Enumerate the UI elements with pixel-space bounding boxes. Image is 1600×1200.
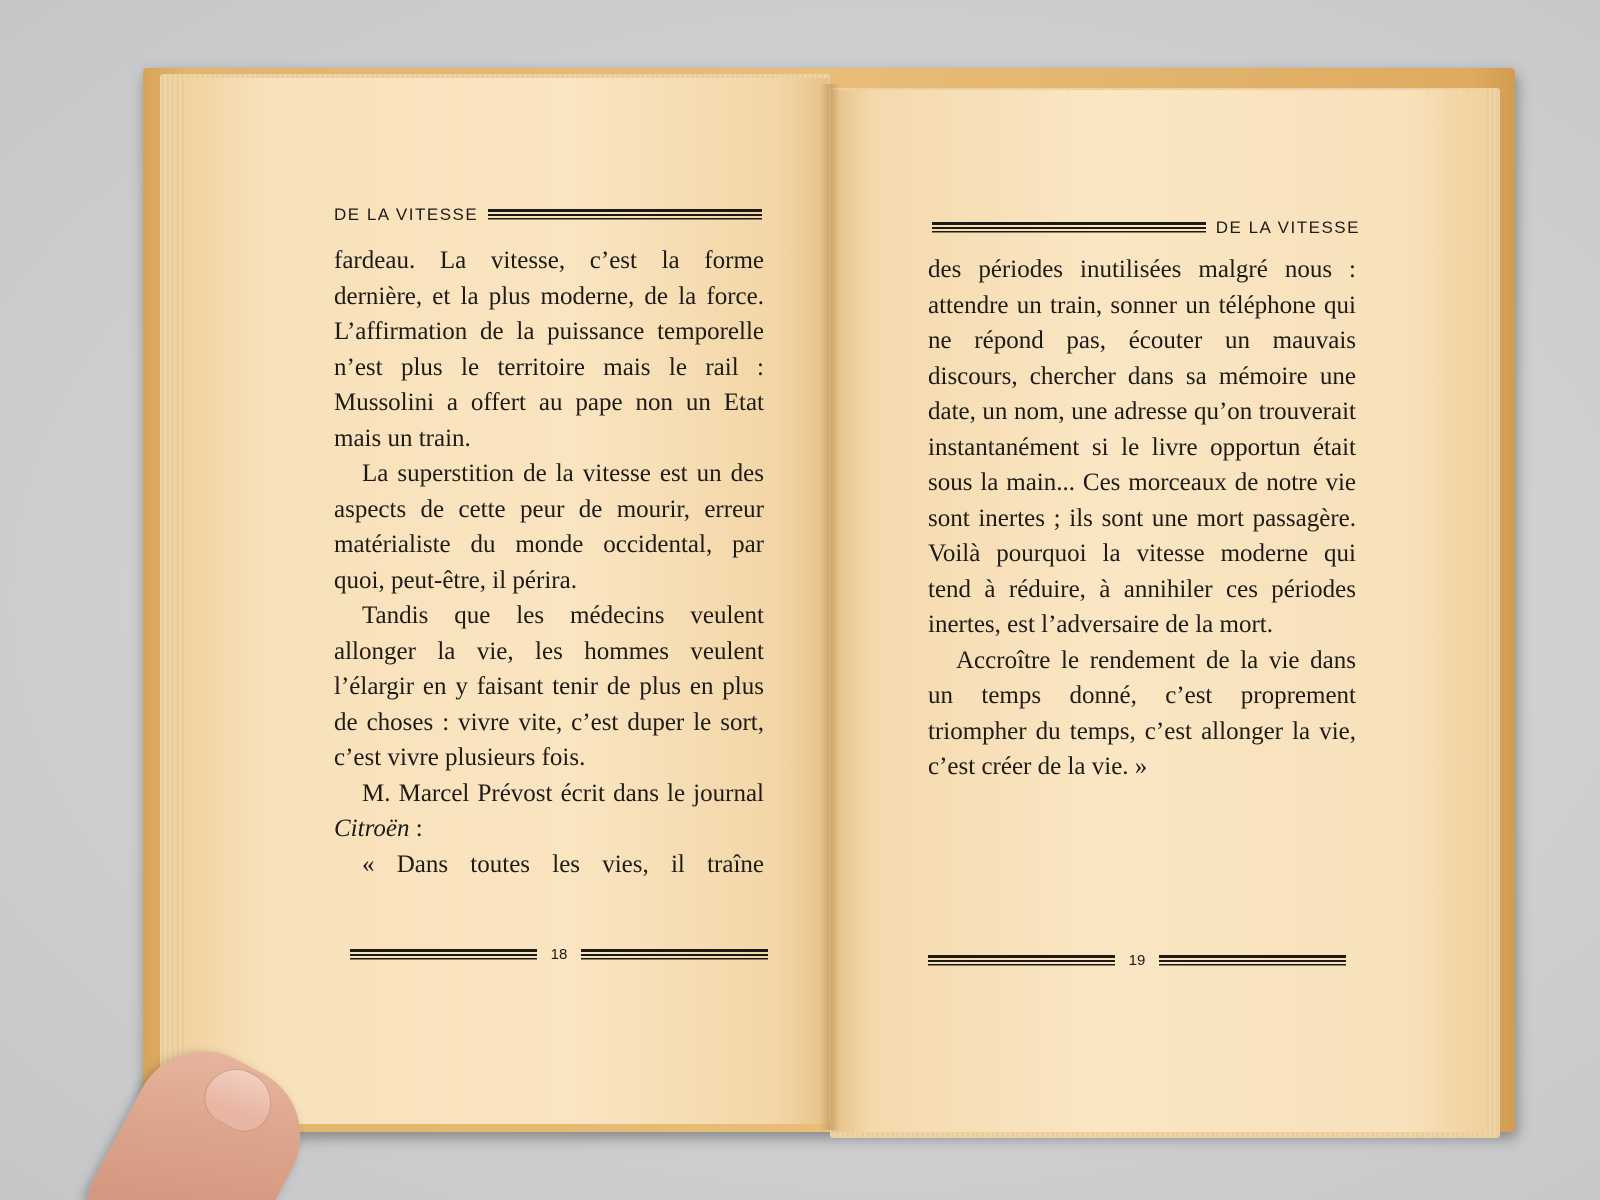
left-paragraph-4-text: M. Marcel Prévost écrit dans le journal	[362, 779, 764, 807]
right-running-head-title: DE LA VITESSE	[1215, 218, 1360, 237]
left-running-head	[334, 205, 762, 225]
book-gutter	[820, 84, 840, 1130]
left-paragraph-5: « Dans toutes les vies, il traîne	[362, 850, 764, 878]
left-page-number: 18	[550, 946, 568, 963]
left-paragraph-3: Tandis que les médecins veulent allonger la vie, les hommes veulent l’élargir en y faisant tenir de plus en plus de choses : vivre vite, c’est duper le sort, c’est vivre plusieurs fois.	[334, 602, 764, 771]
left-paragraph-1: fardeau. La vitesse, c’est la forme dernière, et la plus moderne, de la force. L’affirmation de la puissance temporelle n’est plus le territoire mais le rail : Mussolini a offert au pape non un Etat mais un train.	[334, 247, 764, 452]
right-paragraph-1: des périodes inutilisées malgré nous : attendre un train, sonner un téléphone qui ne répond pas, écouter un mauvais discours, chercher dans sa mémoire une date, un nom, une adresse qu’on trouverait instantanément si le livre opportun était sous la main... Ces morceaux de notre vie sont inertes ; ils sont une mort passagère. Voilà pourquoi la vitesse moderne qui tend à réduire, à annihiler ces périodes inertes, est l’adversaire de la mort.	[928, 256, 1356, 638]
left-running-head-rule	[488, 209, 762, 221]
left-paragraph-4	[334, 776, 764, 847]
left-paragraph-2: La superstition de la vitesse est un des aspects de cette peur de mourir, erreur matérialiste du monde occidental, par quoi, peut-être, il périra.	[334, 460, 764, 594]
left-folio-rule-right	[581, 949, 768, 961]
right-folio-rule-left	[928, 955, 1115, 967]
right-folio-rule-right	[1159, 955, 1346, 967]
right-running-head	[932, 218, 1360, 238]
left-folio	[350, 946, 768, 963]
right-running-head-rule	[932, 222, 1206, 234]
journal-name: Citroën	[334, 815, 410, 842]
left-folio-rule-left	[350, 949, 537, 961]
right-paragraph-2: Accroître le rendement de la vie dans un temps donné, c’est proprement triompher du temps, c’est allonger la vie, c’est créer de la vie. »	[928, 646, 1356, 780]
right-page-number: 19	[1128, 952, 1146, 969]
journal-suffix: :	[409, 815, 423, 842]
left-running-head-title: DE LA VITESSE	[334, 205, 479, 224]
left-page-text	[334, 243, 764, 882]
right-folio	[928, 952, 1346, 969]
right-page-text	[928, 252, 1356, 785]
